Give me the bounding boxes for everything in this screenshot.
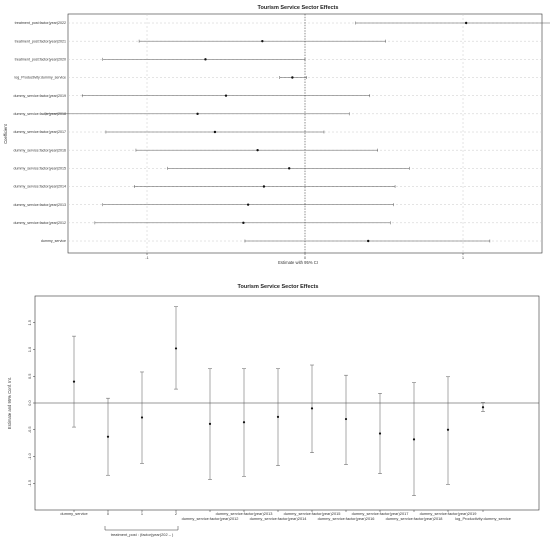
- errorbar-estimate-point: [175, 347, 177, 349]
- forest-estimate-point: [214, 131, 216, 133]
- errorbar-x-tick-label: 0: [106, 511, 110, 516]
- group-bracket: [105, 526, 178, 530]
- forest-estimate-point: [367, 240, 369, 242]
- forest-title: Tourism Service Sector Effects: [257, 5, 339, 11]
- errorbar-x-tick-label: dummy_service:factor(year)2015: [283, 511, 341, 516]
- forest-estimate-point: [291, 76, 293, 78]
- errorbar-y-tick-label: -0.5: [27, 426, 32, 434]
- errorbar-y-tick-label: 0.0: [27, 400, 32, 406]
- forest-x-axis-title: Estimate with 95% CI: [278, 260, 318, 265]
- forest-row-label: dummy_service:factor(year)2017: [13, 130, 66, 135]
- errorbar-title: Tourism Service Sector Effects: [237, 284, 319, 290]
- forest-row: [15, 39, 386, 43]
- forest-plot: [3, 5, 550, 265]
- forest-estimate-point: [261, 40, 263, 42]
- forest-estimate-point: [225, 94, 227, 96]
- forest-estimate-point: [256, 149, 258, 151]
- errorbar-x-tick-label: dummy_service:factor(year)2012: [181, 516, 239, 521]
- forest-estimate-point: [196, 113, 198, 115]
- forest-x-tick-label: 0: [304, 256, 306, 260]
- errorbar-estimate-point: [107, 436, 109, 438]
- errorbar-estimate-point: [413, 438, 415, 440]
- forest-row-label: dummy_service:factor(year)2014: [13, 184, 66, 189]
- forest-x-tick-label: 1: [462, 256, 464, 260]
- forest-row-label: treatment_post:factor(year)2021: [14, 39, 66, 44]
- errorbar-item: [481, 402, 485, 411]
- forest-row: [13, 94, 369, 98]
- forest-gridlines: [68, 14, 542, 253]
- forest-row: [13, 185, 395, 189]
- errorbar-item: [72, 336, 76, 427]
- errorbar-y-tick-label: 1.0: [27, 346, 32, 353]
- errorbar-estimate-point: [243, 421, 245, 423]
- errorbar-item: [310, 365, 314, 453]
- errorbar-item: [378, 393, 382, 473]
- errorbar-series: [72, 307, 485, 496]
- errorbar-item: [446, 377, 450, 485]
- errorbar-estimate-point: [141, 416, 143, 418]
- forest-row-label: dummy_service:factor(year)2018: [13, 112, 66, 117]
- forest-row: [13, 130, 323, 134]
- errorbar-plot: [7, 284, 539, 537]
- group-bracket-label: treatment_post : (factor(year)202 – ): [110, 532, 174, 537]
- errorbar-estimate-point: [209, 423, 211, 425]
- errorbar-x-axis: [60, 510, 511, 521]
- forest-row-label: dummy_service:factor(year)2015: [13, 166, 66, 171]
- forest-y-axis-title: Coefficient: [3, 124, 8, 144]
- forest-estimate-point: [247, 203, 249, 205]
- errorbar-x-tick-label: 1: [140, 511, 144, 516]
- errorbar-estimate-point: [73, 381, 75, 383]
- forest-estimate-point: [465, 22, 467, 24]
- forest-x-tick-label: -1: [145, 256, 149, 260]
- errorbar-x-tick-label: dummy_service:factor(year)2013: [215, 511, 273, 516]
- forest-row-label: treatment_post:factor(year)2022: [14, 21, 66, 26]
- errorbar-x-tick-label: 2: [174, 511, 178, 516]
- errorbar-x-tick-label: dummy_service:factor(year)2014: [249, 516, 307, 521]
- forest-estimate-point: [242, 222, 244, 224]
- forest-row-label: log_Productivity:dummy_service: [14, 75, 66, 80]
- errorbar-estimate-point: [311, 407, 313, 409]
- errorbar-y-tick-label: -1.5: [27, 479, 32, 487]
- errorbar-estimate-point: [345, 418, 347, 420]
- forest-estimate-point: [263, 185, 265, 187]
- errorbar-item: [106, 398, 110, 475]
- errorbar-estimate-point: [447, 429, 449, 431]
- errorbar-y-axis-title: Estimate and 95% Conf. Int.: [7, 376, 12, 430]
- errorbar-x-tick-label: dummy_service:factor(year)2018: [385, 516, 443, 521]
- forest-row-label: dummy_service: [40, 239, 66, 244]
- forest-x-axis: [145, 253, 464, 260]
- errorbar-estimate-point: [277, 416, 279, 418]
- errorbar-y-tick-label: 0.5: [27, 373, 32, 379]
- errorbar-item: [140, 372, 144, 463]
- errorbar-item: [344, 375, 348, 464]
- errorbar-x-tick-label: dummy_service:factor(year)2019: [419, 511, 477, 516]
- errorbar-y-axis: [27, 320, 35, 487]
- forest-row: [15, 58, 305, 62]
- errorbar-x-tick-label: dummy_service:factor(year)2016: [317, 516, 375, 521]
- forest-estimate-point: [204, 58, 206, 60]
- forest-row-label: dummy_service:factor(year)2019: [13, 93, 66, 98]
- forest-row-label: treatment_post:factor(year)2020: [14, 57, 66, 62]
- errorbar-y-tick-label: 1.5: [27, 320, 32, 326]
- errorbar-item: [412, 383, 416, 496]
- errorbar-item: [208, 369, 212, 480]
- errorbar-estimate-point: [482, 406, 484, 408]
- forest-row: [15, 21, 550, 25]
- forest-estimate-point: [288, 167, 290, 169]
- forest-row-label: dummy_service:factor(year)2016: [13, 148, 66, 153]
- errorbar-x-tick-label: dummy_service:factor(year)2017: [351, 511, 409, 516]
- errorbar-item: [276, 369, 280, 466]
- forest-row: [13, 112, 349, 116]
- forest-row-label: dummy_service:factor(year)2013: [13, 202, 66, 207]
- forest-row-label: dummy_service:factor(year)2012: [13, 221, 66, 226]
- errorbar-item: [174, 307, 178, 389]
- errorbar-item: [242, 369, 246, 477]
- forest-row: [13, 203, 393, 207]
- errorbar-estimate-point: [379, 432, 381, 434]
- errorbar-x-tick-label: dummy_service: [60, 511, 88, 516]
- errorbar-y-tick-label: -1.0: [27, 453, 32, 460]
- errorbar-x-tick-label: log_Productivity:dummy_service: [455, 516, 511, 521]
